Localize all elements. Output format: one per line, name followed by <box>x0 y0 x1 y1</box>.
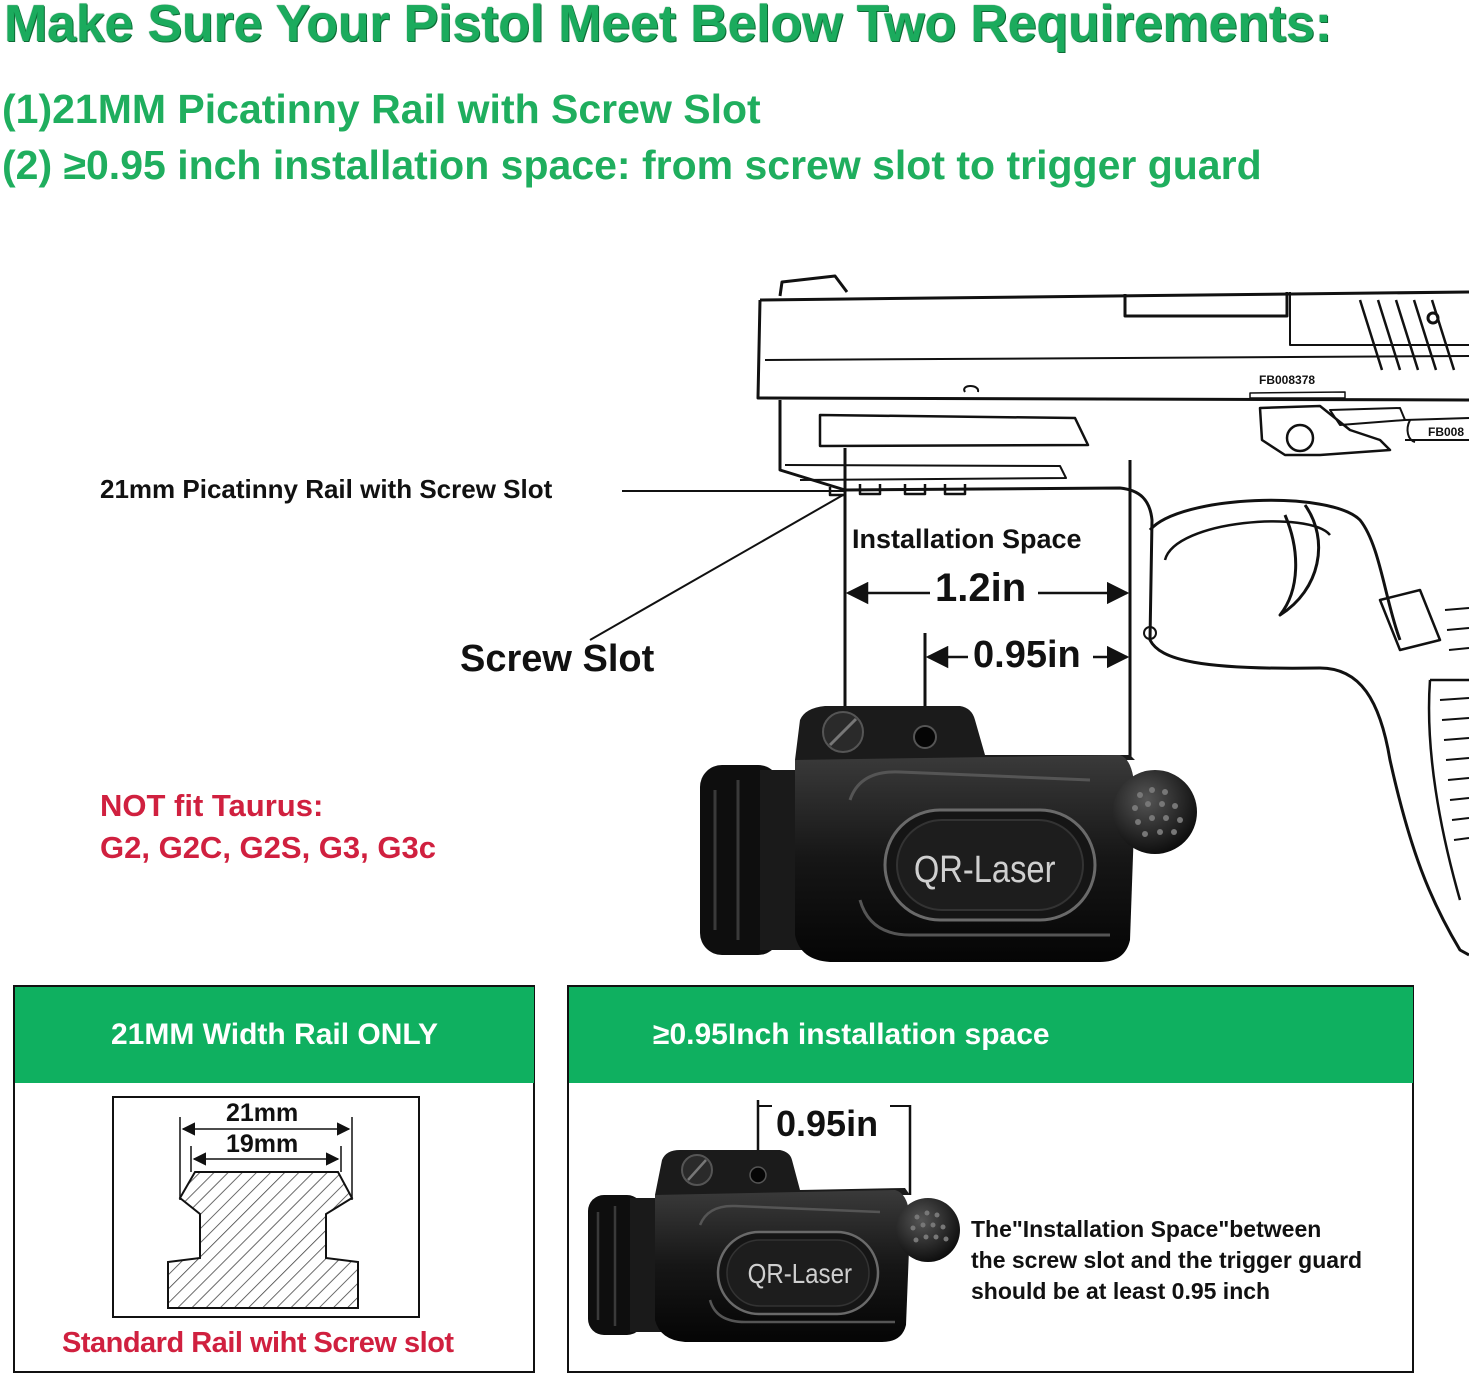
panel-left-header <box>15 987 534 1083</box>
dim-19mm-label: 19mm <box>226 1130 299 1158</box>
rail-label: 21mm Picatinny Rail with Screw Slot <box>100 474 553 504</box>
brand-logo-small: QR-Laser <box>747 1257 852 1290</box>
panel-right-title: ≥0.95Inch installation space <box>653 1018 1050 1051</box>
screw-slot-label: Screw Slot <box>460 638 655 680</box>
note-line-3: should be at least 0.95 inch <box>971 1278 1271 1304</box>
dimension-095in: 0.95in <box>973 634 1081 676</box>
warning-line-1: NOT fit Taurus: <box>100 788 324 823</box>
brand-logo-main: QR-Laser <box>913 847 1056 891</box>
note-line-1: The"Installation Space"between <box>971 1216 1322 1242</box>
panel-left-title: 21MM Width Rail ONLY <box>111 1018 438 1051</box>
requirement-1: (1)21MM Picatinny Rail with Screw Slot <box>2 86 761 132</box>
installation-space-label: Installation Space <box>852 524 1082 554</box>
panel-right-dimension: 0.95in <box>776 1103 879 1144</box>
page-title: Make Sure Your Pistol Meet Below Two Requirements: <box>4 0 1332 53</box>
panel-right-header <box>569 987 1413 1083</box>
weapon-light-main <box>700 706 1197 962</box>
warning-line-2: G2, G2C, G2S, G3, G3c <box>100 830 436 865</box>
installation-note <box>971 1214 1362 1307</box>
dimension-1-2in: 1.2in <box>935 566 1027 610</box>
dim-21mm-label: 21mm <box>226 1099 299 1127</box>
screw-slot-leader-line <box>590 495 843 640</box>
note-line-2: the screw slot and the trigger guard <box>971 1247 1363 1273</box>
serial-text-1: FB008378 <box>1259 373 1316 387</box>
serial-text-2: FB008 <box>1428 425 1465 439</box>
rail-caption: Standard Rail wiht Screw slot <box>62 1327 454 1359</box>
requirement-2: (2) ≥0.95 inch installation space: from screw slot to trigger guard <box>2 142 1262 188</box>
